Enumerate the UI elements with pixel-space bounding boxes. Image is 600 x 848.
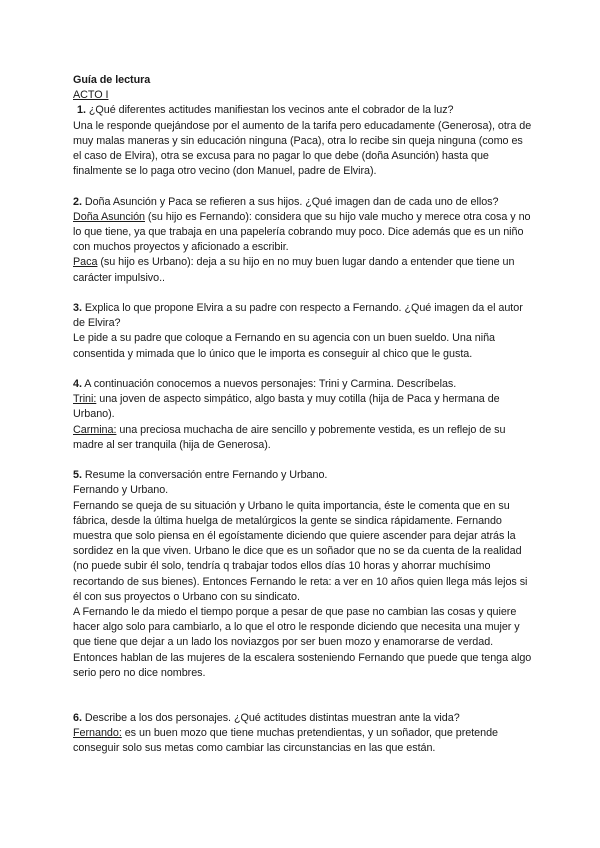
document-page: [73, 73, 533, 757]
answer-3: Le pide a su padre que coloque a Fernando en su agencia con un buen sueldo. Una niña consentida y mimada que lo único que le importa es conseguir al chico que le gusta.: [73, 332, 496, 360]
answer-4-trini-text: una joven de aspecto simpático, algo basta y muy cotilla (hija de Paca y hermana de Urbano).: [73, 393, 500, 421]
question-5-number: 5.: [73, 469, 82, 482]
question-2: [73, 195, 533, 210]
question-3: [73, 301, 533, 331]
question-4-number: 4.: [73, 378, 82, 391]
answer-1: Una le responde quejándose por el aumento de la tarifa pero educadamente (Generosa), otra de muy malas maneras y sin educación ninguna (Paca), otra lo recibe sin queja ninguna (como es el caso de Elvira), otra se excusa para no pagar lo que debe (doña Asunción) hasta que finalmente se lo paga otro vecino (don Manuel, padre de Elvira).: [73, 119, 532, 178]
answer-2-asuncion-text: (su hijo es Fernando): considera que su hijo vale mucho y merece otra cosa y no lo que tiene, ya que trabaja en una papelería cobrando muy poco. Dice además que es un niño con muchos proyectos y aficionado a escribir.: [73, 210, 531, 254]
answer-2-asuncion-label: Doña Asunción: [73, 210, 145, 223]
question-2-number: 2.: [73, 195, 82, 208]
answer-2-paca-text: (su hijo es Urbano): deja a su hijo en no muy buen lugar dando a entender que tiene un carácter impulsivo..: [73, 256, 515, 284]
question-5-text: Resume la conversación entre Fernando y Urbano.: [81, 469, 328, 482]
doc-title: Guía de lectura: [73, 74, 151, 86]
question-1-number: 1.: [77, 104, 86, 117]
answer-4-carmina-text: una preciosa muchacha de aire sencillo y pobremente vestida, es un reflejo de su madre al ser tranquila (hija de Generosa).: [73, 423, 506, 451]
question-6-number: 6.: [73, 712, 82, 725]
answer-2-asuncion: [73, 210, 533, 256]
question-4: [73, 377, 533, 392]
answer-4-trini: [73, 392, 533, 422]
question-1-text: ¿Qué diferentes actitudes manifiestan los vecinos ante el cobrador de la luz?: [85, 104, 454, 117]
question-1: [73, 103, 533, 118]
answer-5-line: Fernando y Urbano.: [73, 484, 169, 497]
answer-4-carmina: [73, 423, 533, 453]
answer-6-fernando-label: Fernando:: [73, 727, 122, 740]
question-5: [73, 468, 533, 483]
question-2-text: Doña Asunción y Paca se refieren a sus hijos. ¿Qué imagen dan de cada uno de ellos?: [81, 195, 499, 208]
act-heading: ACTO I: [73, 89, 109, 102]
answer-6-fernando-text: es un buen mozo que tiene muchas pretendientas, y un soñador, que pretende conseguir solo sus metas como cambiar las circunstancias en las que están.: [73, 727, 498, 755]
question-6: [73, 711, 533, 726]
question-4-text: A continuación conocemos a nuevos personajes: Trini y Carmina. Descríbelas.: [81, 378, 457, 391]
answer-4-carmina-label: Carmina:: [73, 423, 117, 436]
answer-2-paca-label: Paca: [73, 256, 98, 269]
question-6-text: Describe a los dos personajes. ¿Qué actitudes distintas muestran ante la vida?: [81, 712, 460, 725]
answer-4-trini-label: Trini:: [73, 393, 97, 406]
answer-2-paca: [73, 255, 533, 285]
question-3-number: 3.: [73, 302, 82, 315]
answer-6-fernando: [73, 726, 533, 756]
question-3-text: Explica lo que propone Elvira a su padre con respecto a Fernando. ¿Qué imagen da el autor de Elvira?: [73, 302, 523, 330]
answer-5-paragraph-2: A Fernando le da miedo el tiempo porque a pesar de que pase no cambian las cosas y quiere hacer algo solo para cambiarlo, a lo que el otro le responde diciendo que necesita una mujer y que tiene que dejar a un lado los noviazgos por ser buen mozo y enamorarse de verdad. Entonces hablan de las mujeres de la escalera sosteniendo Fernando que puede que tenga algo serio pero no dice nombres.: [73, 606, 532, 679]
answer-5-paragraph-1: Fernando se queja de su situación y Urbano le quita importancia, éste le comenta que en su fábrica, desde la última huelga de metalúrgicos la gente se sindica rápidamente. Fernando muestra que solo piensa en él egoístamente diciendo que quiere ascender para dejar atrás la sordidez en la que viven. Urbano le dice que es un soñador que no se da cuenta de la realidad (no puede subir él solo, tendría q trabajar todos ellos días 10 horas y ahorrar muchísimo recortando de sus bienes). Entonces Fernando le reta: a ver en 10 años quien llega más lejos si él con sus proyectos o Urbano con su sindicato.: [73, 499, 528, 603]
